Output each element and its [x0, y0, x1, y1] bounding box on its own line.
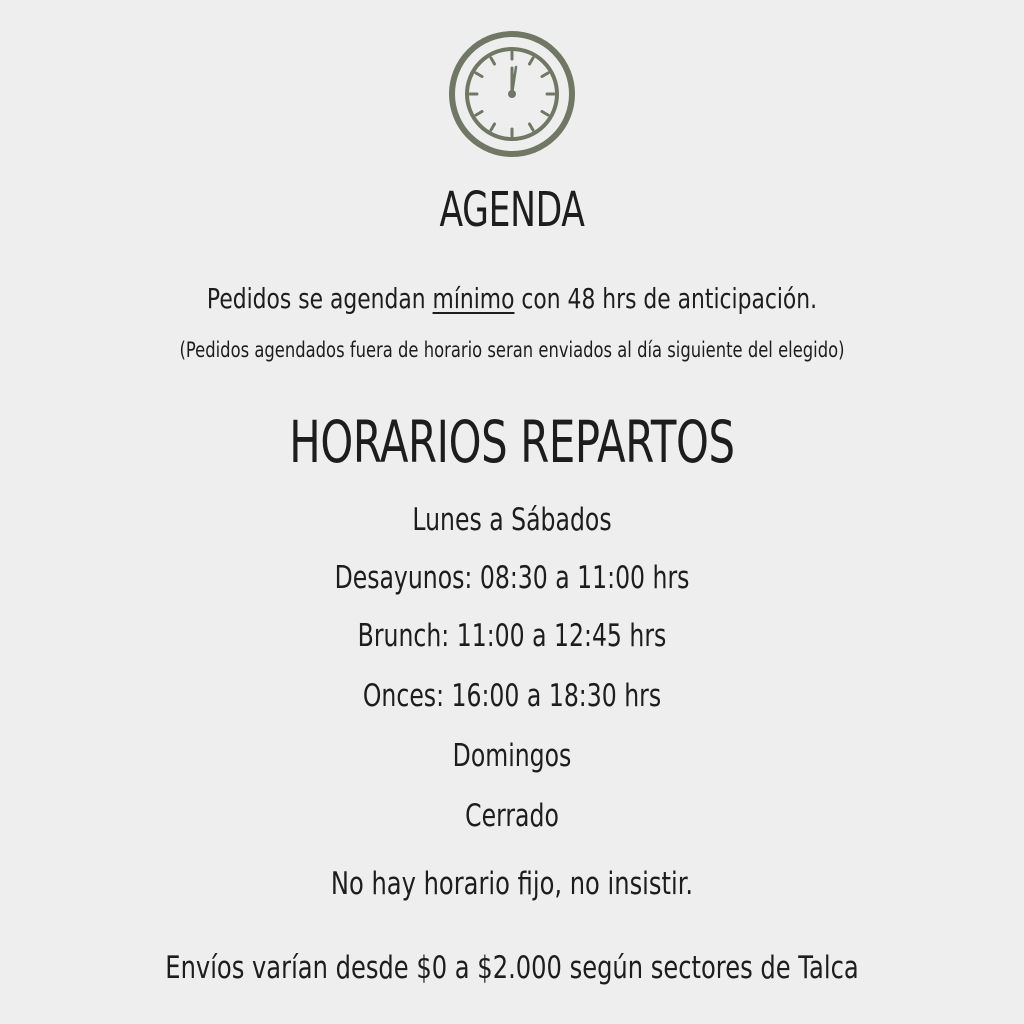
schedule-line: Onces: 16:00 a 18:30 hrs	[362, 678, 662, 714]
schedule-line: Cerrado	[465, 798, 559, 834]
agenda-note: (Pedidos agendados fuera de horario seran enviados al día siguiente del elegido)	[179, 338, 845, 362]
schedule-line: Desayunos: 08:30 a 11:00 hrs	[334, 560, 690, 596]
schedule-line: Brunch: 11:00 a 12:45 hrs	[357, 618, 667, 654]
schedule-line: Lunes a Sábados	[412, 502, 612, 538]
schedule-line: Domingos	[452, 738, 572, 774]
agenda-lead	[113, 282, 912, 315]
agenda-title: AGENDA	[439, 182, 585, 238]
clock-icon	[448, 30, 576, 158]
agenda-lead-before: Pedidos se agendan	[206, 282, 433, 315]
no-fixed-schedule-note: No hay horario fijo, no insistir.	[330, 866, 694, 902]
shipping-note: Envíos varían desde $0 a $2.000 según sectores de Talca	[165, 950, 859, 986]
horarios-title: HORARIOS REPARTOS	[289, 408, 735, 476]
agenda-lead-after: con 48 hrs de anticipación.	[514, 282, 818, 315]
agenda-lead-emphasis: mínimo	[432, 282, 515, 315]
